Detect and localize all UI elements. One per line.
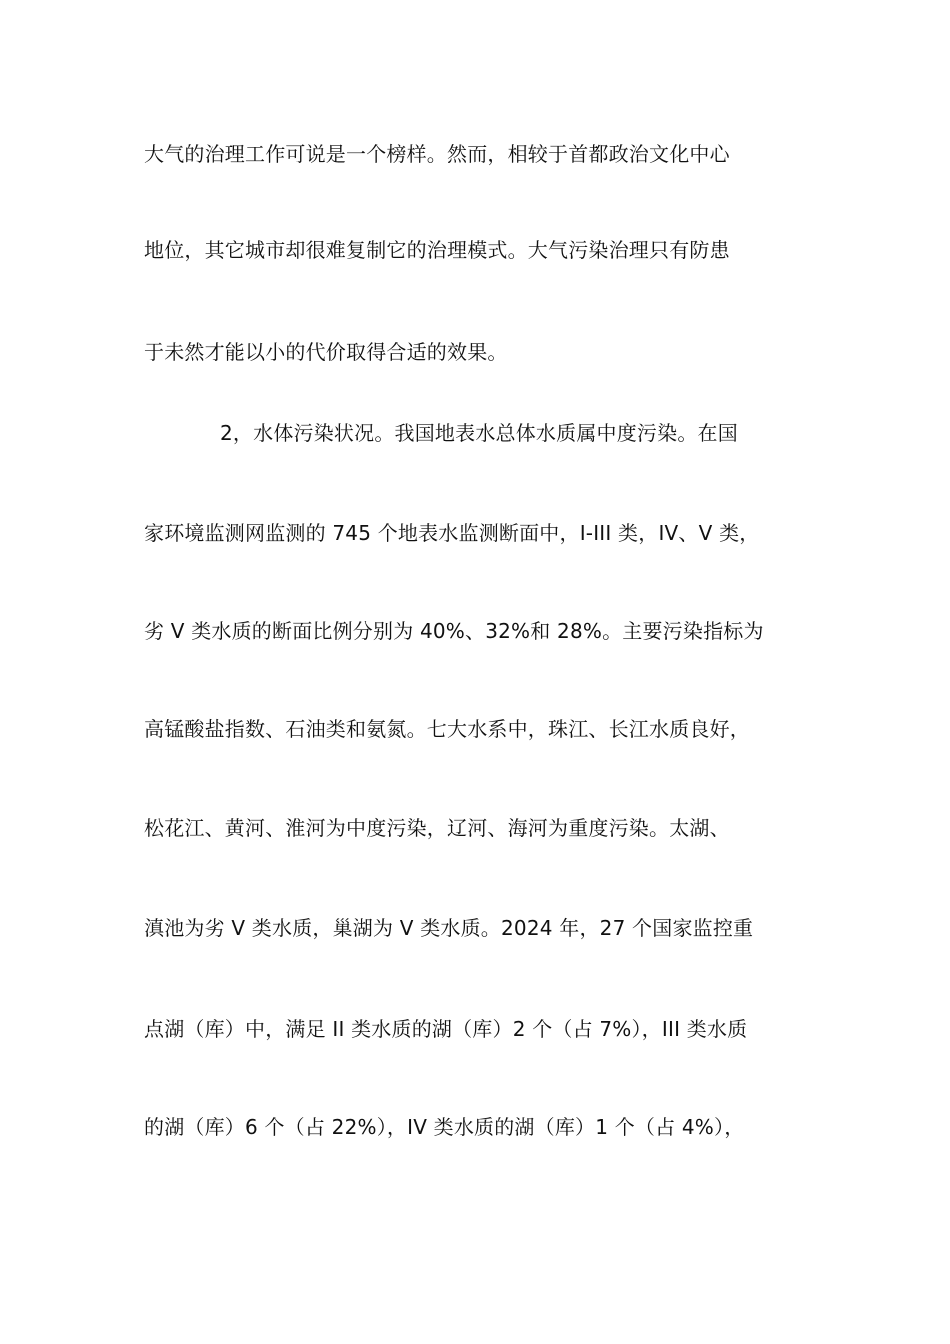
text-line-5: 家环境监测网监测的 745 个地表水监测断面中，I-III 类，IV、V 类， [144, 521, 760, 545]
text-line-7: 高锰酸盐指数、石油类和氨氮。七大水系中，珠江、长江水质良好， [144, 717, 750, 741]
text-line-11: 的湖（库）6 个（占 22%），IV 类水质的湖（库）1 个（占 4%）， [144, 1115, 745, 1139]
text-line-3: 于未然才能以小的代价取得合适的效果。 [144, 340, 508, 364]
text-line-1: 大气的治理工作可说是一个榜样。然而，相较于首都政治文化中心 [144, 142, 730, 166]
text-line-2: 地位，其它城市却很难复制它的治理模式。大气污染治理只有防患 [144, 238, 730, 262]
text-line-9: 滇池为劣 V 类水质，巢湖为 V 类水质。2024 年，27 个国家监控重 [144, 916, 754, 940]
text-line-10: 点湖（库）中，满足 II 类水质的湖（库）2 个（占 7%），III 类水质 [144, 1017, 748, 1041]
text-line-4-paragraph-start: 2，水体污染状况。我国地表水总体水质属中度污染。在国 [220, 421, 738, 445]
text-line-8: 松花江、黄河、淮河为中度污染，辽河、海河为重度污染。太湖、 [144, 816, 730, 840]
text-line-6: 劣 V 类水质的断面比例分别为 40%、32%和 28%。主要污染指标为 [144, 619, 764, 643]
